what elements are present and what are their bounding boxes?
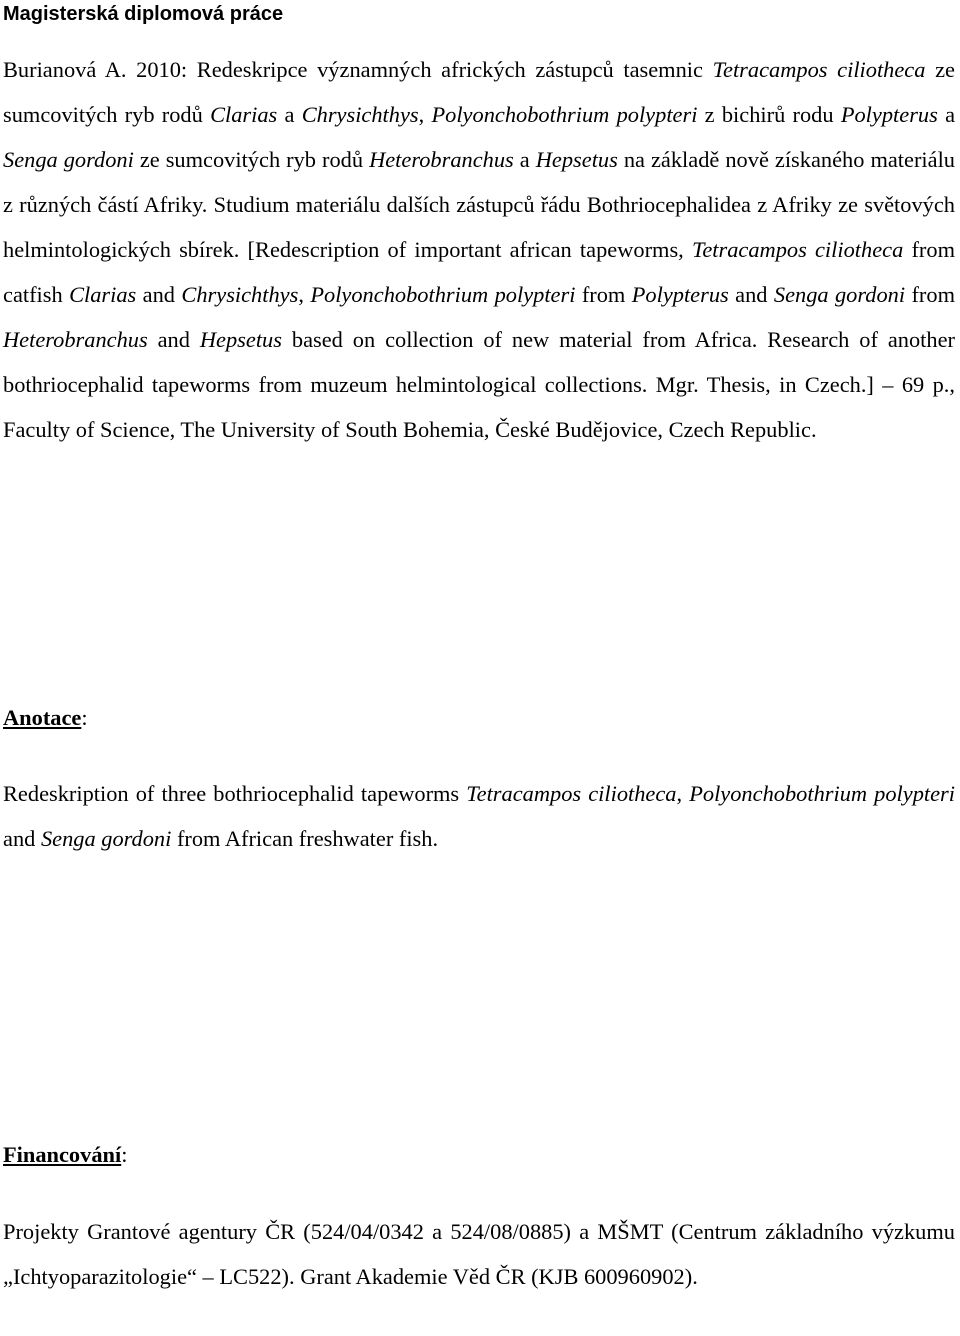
anotace-heading xyxy=(3,703,88,733)
text-run: from xyxy=(575,282,632,307)
text-run: from catfish xyxy=(3,237,955,307)
italic-run: Polypterus xyxy=(631,282,729,307)
text-run: and xyxy=(136,282,182,307)
text-run: based on collection of new material from Africa. Research of another bothriocephalid tapeworms from muzeum helmintological collections. Mgr. Thesis, in Czech.] – 69 p., Faculty of Science, The University of South Bohemia, České Budějovice, Czech Republic. xyxy=(3,327,955,442)
italic-run: Heterobranchus xyxy=(369,147,514,172)
anotace-colon: : xyxy=(81,705,88,730)
italic-run: Polyonchobothrium polypteri xyxy=(689,781,955,806)
anotace-label: Anotace xyxy=(3,705,82,730)
italic-run: Polypterus xyxy=(840,102,938,127)
text-run: and xyxy=(728,282,774,307)
italic-run: Chrysichthys xyxy=(181,282,299,307)
text-run: and xyxy=(3,826,41,851)
italic-run: Tetracampos ciliotheca xyxy=(691,237,904,262)
italic-run: Clarias xyxy=(210,102,278,127)
italic-run: Senga gordoni xyxy=(3,147,134,172)
italic-run: Polyonchobothrium polypteri xyxy=(310,282,576,307)
page-header: Magisterská diplomová práce xyxy=(3,3,284,25)
italic-run: Hepsetus xyxy=(199,327,282,352)
italic-run: Tetracampos ciliotheca xyxy=(466,781,677,806)
text-run: ze sumcovitých ryb rodů xyxy=(133,147,370,172)
citation-paragraph xyxy=(3,47,955,452)
text-run: , xyxy=(418,102,432,127)
italic-run: Chrysichthys xyxy=(301,102,419,127)
financovani-heading xyxy=(3,1140,127,1170)
text-run: a xyxy=(513,147,536,172)
italic-run: Clarias xyxy=(69,282,137,307)
text-run: z bichirů rodu xyxy=(697,102,841,127)
text-run: na základě nově získaného materiálu z různých částí Afriky. Studium materiálu dalších zástupců řádu Bothriocephalidea z Afriky ze světových helmintologických sbírek. [Redescription of important african tapeworms, xyxy=(3,147,955,262)
text-run: Projekty Grantové agentury ČR (524/04/0342 a 524/08/0885) a MŠMT (Centrum základního výzkumu „Ichtyoparazitologie“ – LC522). Grant Akademie Věd ČR (KJB 600960902). xyxy=(3,1219,955,1289)
italic-run: Senga gordoni xyxy=(773,282,906,307)
text-run: , xyxy=(676,781,690,806)
italic-run: Polyonchobothrium polypteri xyxy=(431,102,698,127)
text-run: ze sumcovitých ryb rodů xyxy=(3,57,955,127)
financovani-paragraph xyxy=(3,1209,955,1299)
text-run: a xyxy=(277,102,302,127)
text-run: a xyxy=(937,102,956,127)
italic-run: Senga gordoni xyxy=(40,826,172,851)
italic-run: Heterobranchus xyxy=(3,327,148,352)
italic-run: Hepsetus xyxy=(535,147,618,172)
anotace-paragraph xyxy=(3,771,955,861)
text-run: from African freshwater fish. xyxy=(171,826,439,851)
text-run: and xyxy=(147,327,200,352)
financovani-label: Financování xyxy=(3,1142,122,1167)
italic-run: Tetracampos ciliotheca xyxy=(712,57,926,82)
text-run: Burianová A. 2010: Redeskripce významných afrických zástupců tasemnic xyxy=(3,57,713,82)
text-run: from xyxy=(905,282,955,307)
financovani-colon: : xyxy=(121,1142,128,1167)
text-run: , xyxy=(298,282,311,307)
text-run: Redeskription of three bothriocephalid tapeworms xyxy=(3,781,467,806)
